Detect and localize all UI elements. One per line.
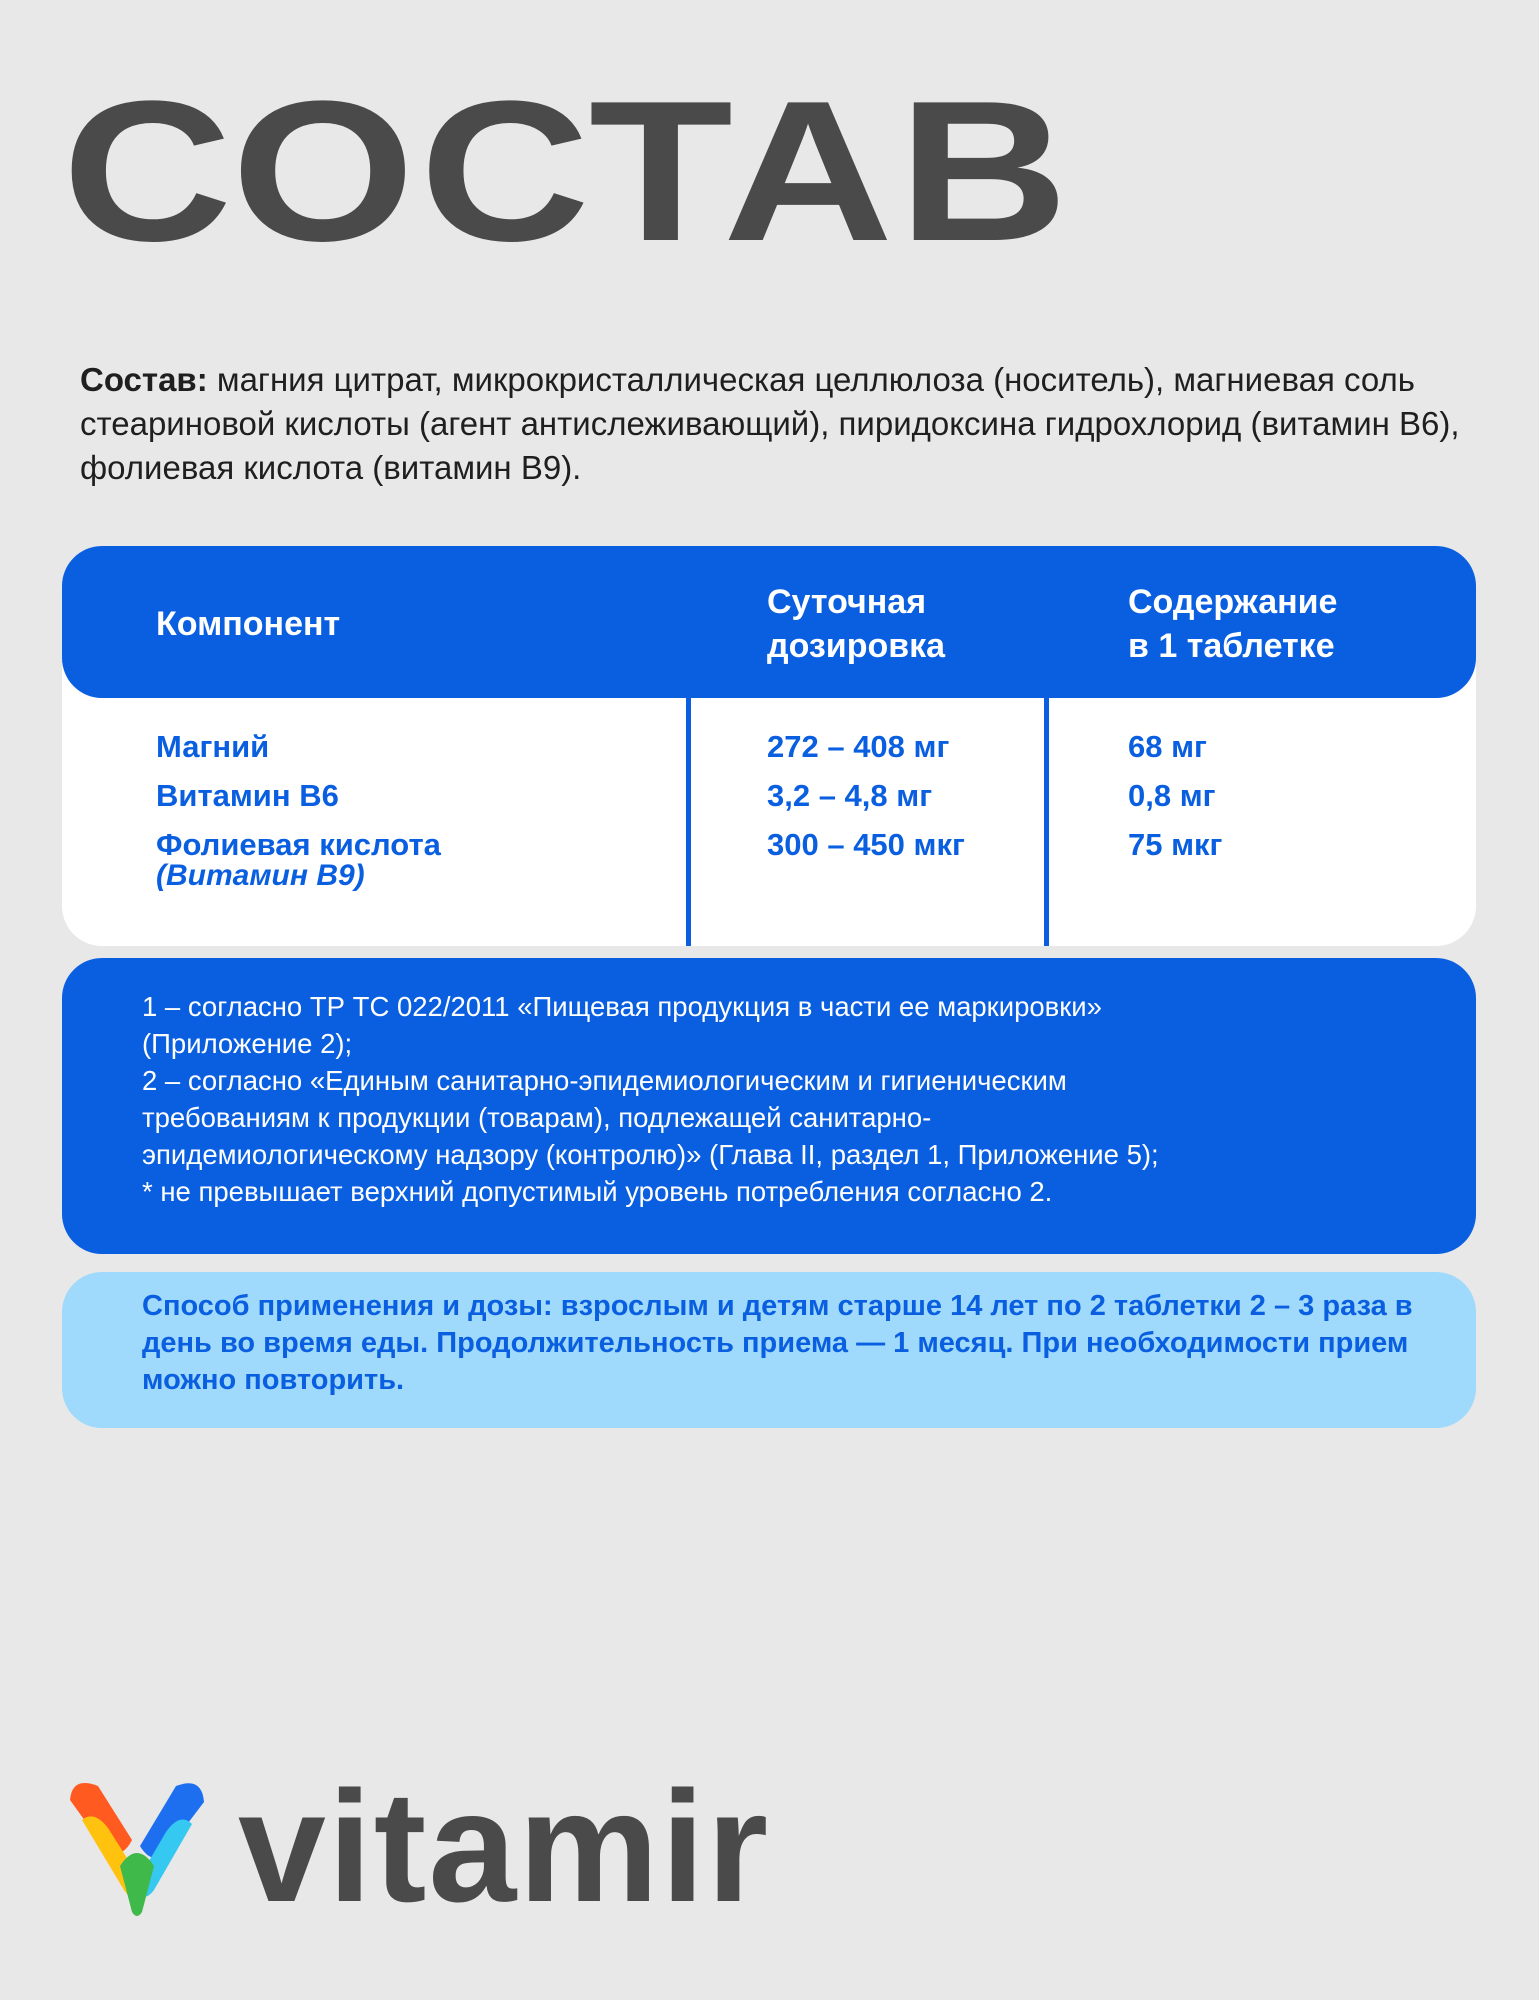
header-daily-dose-line2: дозировка bbox=[767, 627, 946, 665]
header-per-tablet-line2: в 1 таблетке bbox=[1128, 627, 1335, 665]
usage-body: взрослым и детям старше 14 лет по 2 таблетки 2 – 3 раза в день во время еды. Продолжительность приема — 1 месяц. При необходимости прием можно повторить. bbox=[142, 1290, 1413, 1396]
usage-label: Способ применения и дозы: bbox=[142, 1290, 553, 1322]
per-tablet-cell: 75 мкг bbox=[1128, 827, 1223, 862]
header-daily-dose-line1: Суточная bbox=[767, 583, 927, 621]
footnote-line: 1 – согласно ТР ТС 022/2011 «Пищевая продукция в части ее маркировки» bbox=[142, 991, 1102, 1022]
footnote-line: * не превышает верхний допустимый уровень потребления согласно 2. bbox=[142, 1176, 1053, 1207]
footnote-line: эпидемиологическому надзору (контролю)» (Глава II, раздел 1, Приложение 5); bbox=[142, 1139, 1159, 1170]
vitamir-logo-icon bbox=[62, 1780, 212, 1920]
ingredients-table bbox=[62, 546, 1476, 946]
footnote-line: 2 – согласно «Единым санитарно-эпидемиологическим и гигиеническим bbox=[142, 1065, 1067, 1096]
usage-box bbox=[62, 1272, 1476, 1428]
page-title: СОСТАВ bbox=[62, 60, 1074, 283]
per-tablet-column bbox=[1128, 722, 1222, 869]
daily-dose-cell: 272 – 408 мг bbox=[767, 729, 950, 764]
usage-text bbox=[142, 1288, 1442, 1399]
header-per-tablet-line1: Содержание bbox=[1128, 583, 1338, 621]
daily-dose-cell: 300 – 450 мкг bbox=[767, 827, 965, 862]
header-daily-dose bbox=[767, 580, 1027, 668]
column-divider bbox=[1044, 546, 1049, 946]
component-column bbox=[156, 722, 441, 891]
component-cell: Магний bbox=[156, 729, 270, 764]
daily-dose-column bbox=[767, 722, 965, 869]
composition-label: Состав: bbox=[80, 361, 208, 398]
component-cell: Витамин В6 bbox=[156, 778, 339, 813]
header-per-tablet bbox=[1128, 580, 1428, 668]
logo-petal-green bbox=[120, 1853, 154, 1916]
composition-body: магния цитрат, микрокристаллическая целлюлоза (носитель), магниевая соль стеариновой кислоты (агент антислеживающий), пиридоксина гидрохлорид (витамин B6), фолиевая кислота (витамин B9). bbox=[80, 361, 1460, 486]
component-subcell: (Витамин В9) bbox=[156, 859, 365, 892]
footnote-line: требованиям к продукции (товарам), подлежащей санитарно- bbox=[142, 1102, 932, 1133]
per-tablet-cell: 0,8 мг bbox=[1128, 778, 1216, 813]
per-tablet-cell: 68 мг bbox=[1128, 729, 1207, 764]
header-component: Компонент bbox=[156, 605, 341, 643]
footnotes-box bbox=[62, 958, 1476, 1254]
footnote-line: (Приложение 2); bbox=[142, 1028, 353, 1059]
brand-name: vitamir bbox=[238, 1759, 771, 1935]
column-divider bbox=[686, 546, 691, 946]
footnotes-text bbox=[142, 988, 1422, 1210]
composition-text bbox=[80, 358, 1480, 490]
component-cell: Фолиевая кислота bbox=[156, 827, 441, 862]
daily-dose-cell: 3,2 – 4,8 мг bbox=[767, 778, 933, 813]
